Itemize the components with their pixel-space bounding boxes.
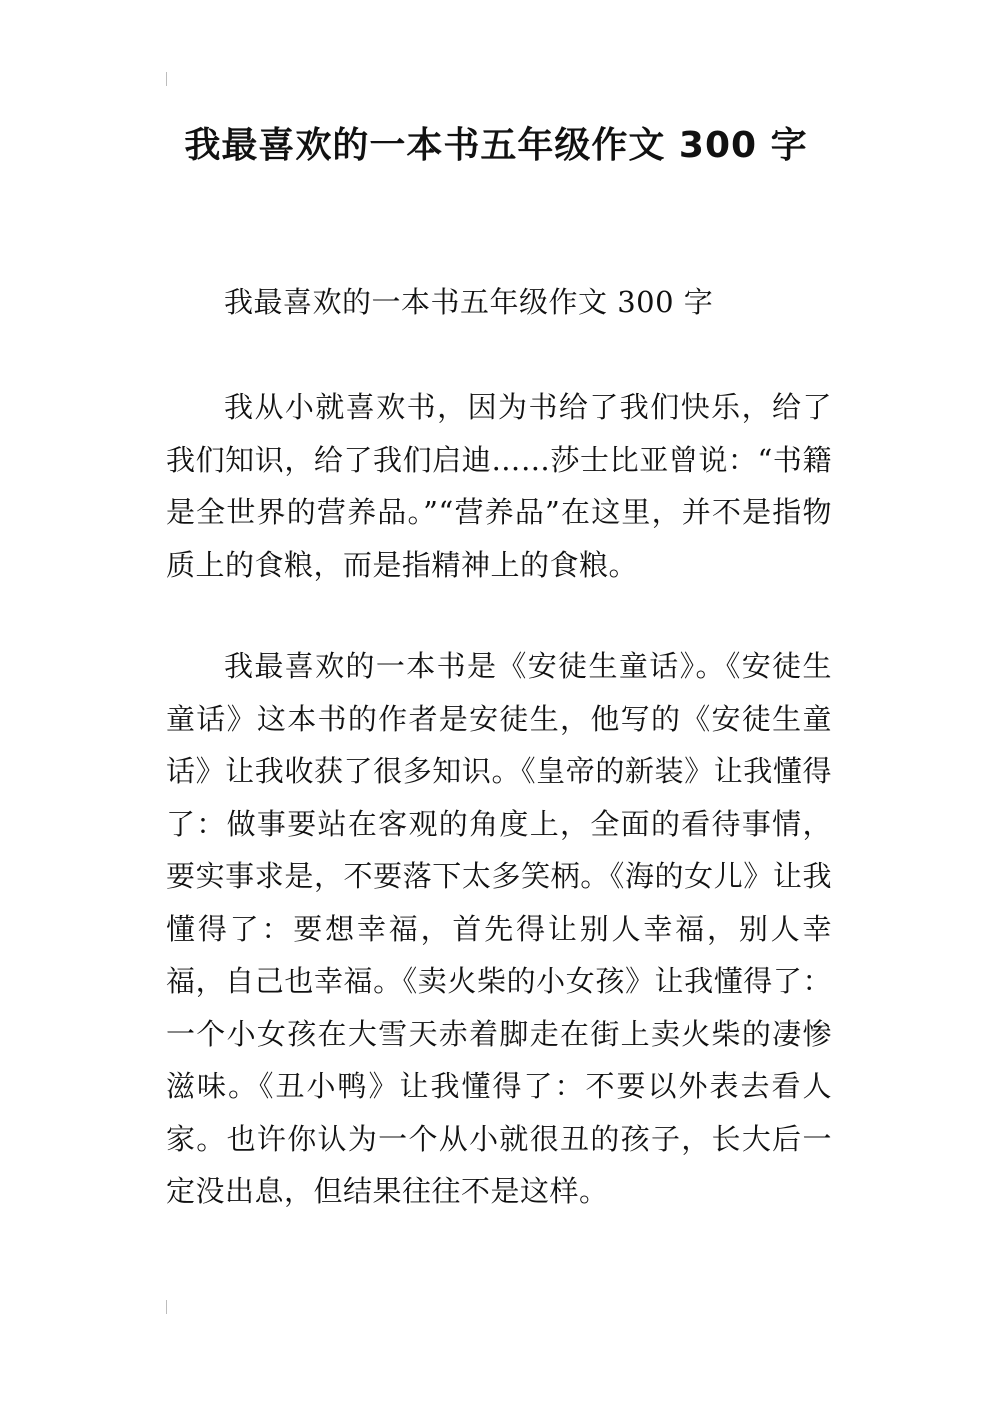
document-title: 我最喜欢的一本书五年级作文 300 字 [184, 125, 808, 166]
paragraph-block-1 [166, 381, 832, 591]
document-subtitle: 我最喜欢的一本书五年级作文 300 字 [224, 285, 714, 319]
paragraph-2: 我最喜欢的一本书是《安徒生童话》。《安徒生童话》这本书的作者是安徒生，他写的《安徒生童话》让我收获了很多知识。《皇帝的新装》让我懂得了：做事要站在客观的角度上，全面的看待事情，要实事求是，不要落下太多笑柄。《海的女儿》让我懂得了：要想幸福，首先得让别人幸福，别人幸福，自己也幸福。《卖火柴的小女孩》让我懂得了：一个小女孩在大雪天赤着脚走在街上卖火柴的凄惨滋味。《丑小鸭》让我懂得了：不要以外表去看人家。也许你认为一个从小就很丑的孩子，长大后一定没出息，但结果往往不是这样。 [166, 649, 832, 1208]
document-subtitle-block [166, 276, 832, 329]
page-corner-mark-bottom [166, 1300, 167, 1314]
paragraph-1: 我从小就喜欢书，因为书给了我们快乐，给了我们知识，给了我们启迪……莎士比亚曾说：“书籍是全世界的营养品。”“营养品”在这里，并不是指物质上的食粮，而是指精神上的食粮。 [166, 390, 832, 582]
paragraph-block-2 [166, 640, 832, 1218]
page-corner-mark-top [166, 72, 167, 86]
